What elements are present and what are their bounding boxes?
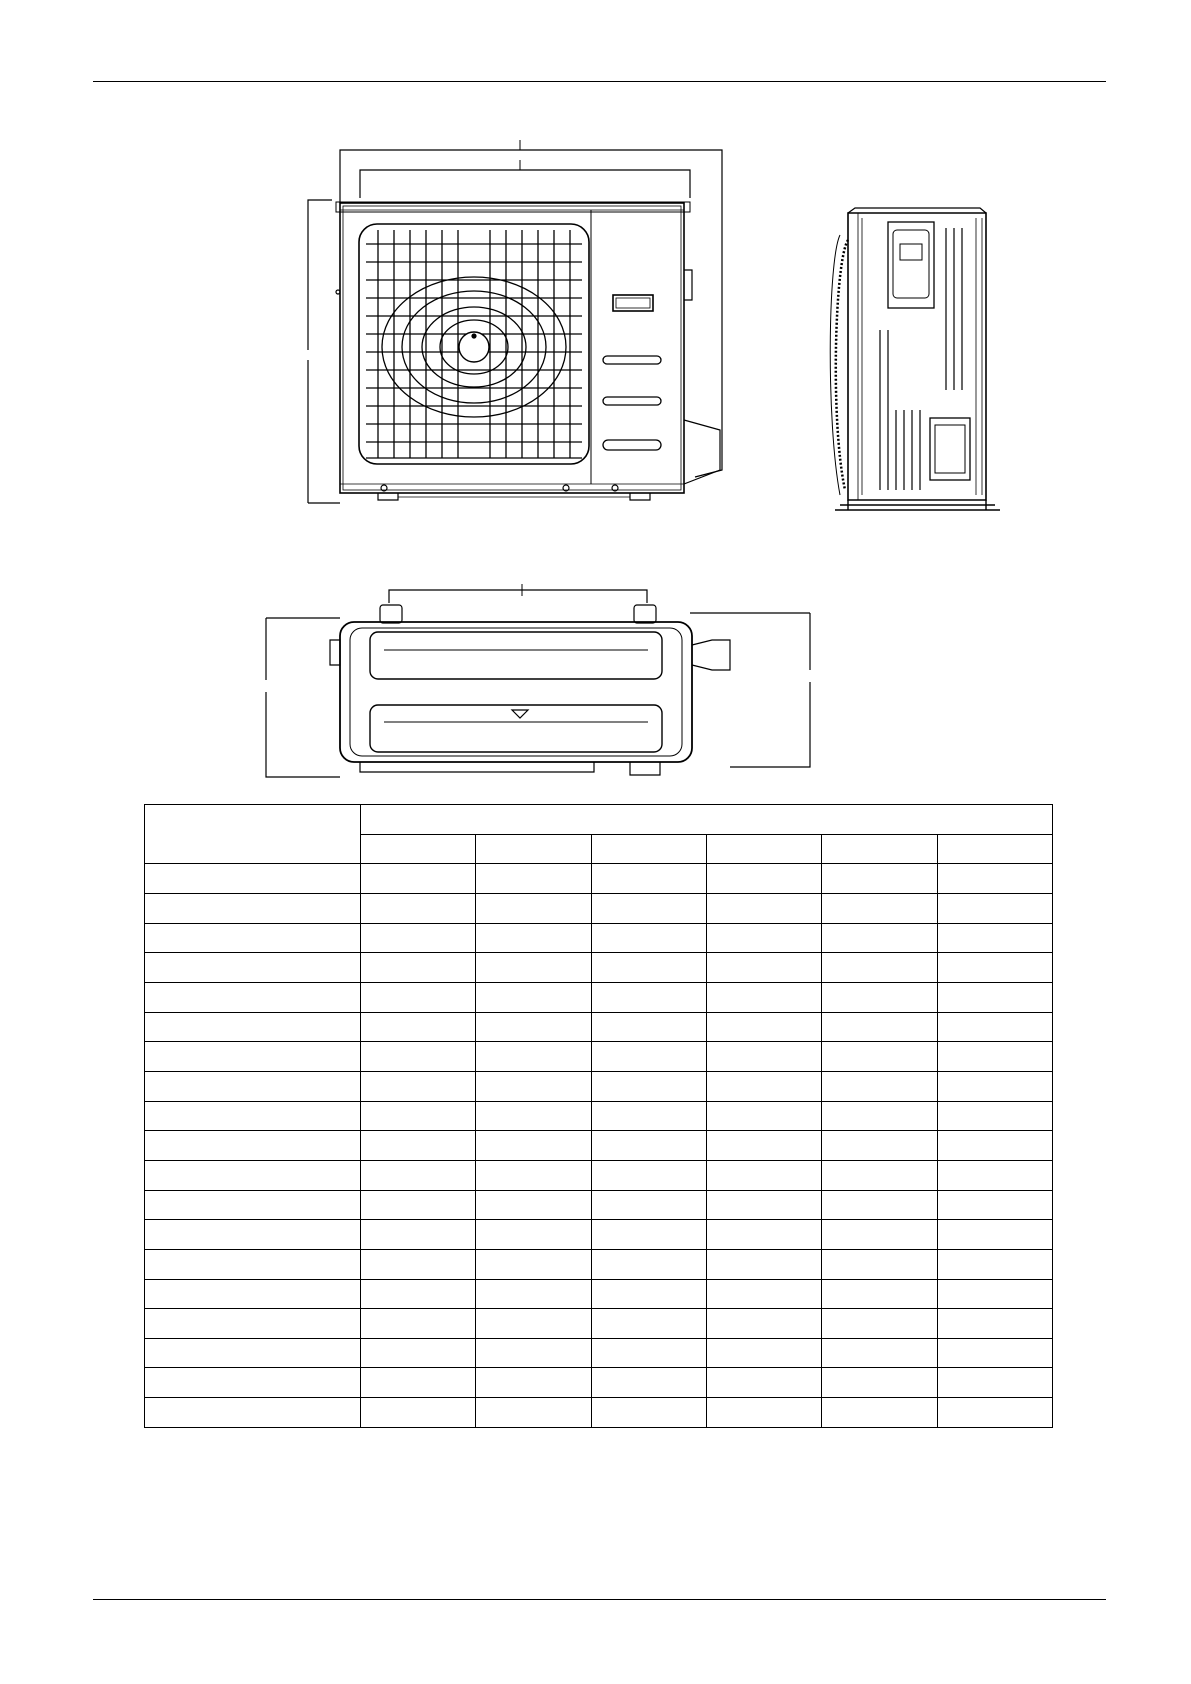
dimension-drawing [0,0,1191,800]
table-cell [591,1160,706,1190]
table-cell [822,893,937,923]
table-row [145,1042,1053,1072]
table-cell [706,1338,821,1368]
table-cell [706,1012,821,1042]
table-cell [822,1220,937,1250]
table-cell [822,1131,937,1161]
table-cell [145,864,361,894]
table-cell [591,1220,706,1250]
table-cell [145,923,361,953]
table-cell [706,1160,821,1190]
table-cell [822,1190,937,1220]
table-cell [937,1249,1052,1279]
table-cell [822,1101,937,1131]
table-cell [145,1220,361,1250]
table-cell [145,1279,361,1309]
table-cell [937,1071,1052,1101]
table-cell [937,1012,1052,1042]
specification-table [144,804,1053,1428]
table-cell [145,1309,361,1339]
table-cell [145,1071,361,1101]
table-cell [145,1398,361,1428]
table-cell [361,1190,476,1220]
table-cell [361,893,476,923]
table-cell [591,1190,706,1220]
table-cell [706,1368,821,1398]
table-cell [361,923,476,953]
side-view [830,208,1000,510]
table-row [145,864,1053,894]
table-cell [476,893,591,923]
table-cell [476,923,591,953]
table-cell [591,1309,706,1339]
table-cell [591,1071,706,1101]
table-cell [361,1249,476,1279]
table-cell [706,1220,821,1250]
table-cell [706,982,821,1012]
table-cell [361,864,476,894]
table-cell [937,1279,1052,1309]
table-row [145,1071,1053,1101]
table-cell [706,1279,821,1309]
table-cell [476,1190,591,1220]
table-cell [822,1279,937,1309]
table-cell [706,923,821,953]
table-row [145,923,1053,953]
table-cell [476,1042,591,1072]
table-cell [822,864,937,894]
table-cell [476,953,591,983]
table-cell [822,834,937,864]
table-row [145,1160,1053,1190]
table-row [145,1220,1053,1250]
table-cell [591,864,706,894]
table-header-label [145,805,361,864]
table-cell [591,923,706,953]
table-cell [706,1398,821,1428]
table-cell [937,893,1052,923]
table-cell [145,1131,361,1161]
table-cell [706,1042,821,1072]
table-cell [145,1101,361,1131]
table-cell [822,1249,937,1279]
table-cell [361,1160,476,1190]
table-cell [937,1190,1052,1220]
table-row [145,1398,1053,1428]
table-cell [822,1309,937,1339]
table-cell [145,1042,361,1072]
table-cell [591,834,706,864]
table-cell [591,1042,706,1072]
table-cell [476,1398,591,1428]
table-cell [591,1368,706,1398]
table-cell [591,1338,706,1368]
table-cell [706,893,821,923]
table-cell [706,1131,821,1161]
table-cell [706,953,821,983]
table-cell [591,1398,706,1428]
table-cell [476,864,591,894]
table-cell [361,1101,476,1131]
table-cell [476,1338,591,1368]
table-cell [361,1398,476,1428]
table-cell [361,1220,476,1250]
table-row [145,953,1053,983]
table-row [145,1338,1053,1368]
table-cell [145,1160,361,1190]
table-cell [476,834,591,864]
table-cell [591,1131,706,1161]
table-cell [361,1042,476,1072]
table-cell [822,1071,937,1101]
table-cell [937,1101,1052,1131]
table-cell [361,1131,476,1161]
table-cell [476,1160,591,1190]
table-cell [476,1220,591,1250]
table-row [145,1249,1053,1279]
table-cell [937,1160,1052,1190]
table-cell [591,953,706,983]
table-cell [706,864,821,894]
table-row [145,893,1053,923]
table-cell [937,923,1052,953]
table-header-group [361,805,1053,835]
table-cell [145,1190,361,1220]
table-cell [937,864,1052,894]
table-cell [591,1012,706,1042]
table-cell [591,893,706,923]
table-cell [706,1101,821,1131]
top-view [266,584,810,777]
table-cell [937,982,1052,1012]
table-cell [591,1249,706,1279]
table-row [145,1190,1053,1220]
table-cell [145,893,361,923]
table-cell [361,1338,476,1368]
table-cell [706,1309,821,1339]
table-cell [706,1249,821,1279]
table-cell [361,1071,476,1101]
table-cell [361,1309,476,1339]
front-view [308,140,722,503]
table-cell [361,982,476,1012]
table-cell [706,1071,821,1101]
table-cell [822,1398,937,1428]
table-cell [822,982,937,1012]
table-cell [937,953,1052,983]
table-cell [145,982,361,1012]
table-row [145,1309,1053,1339]
table-cell [591,982,706,1012]
table-cell [937,1131,1052,1161]
table-row [145,1101,1053,1131]
table-cell [361,1279,476,1309]
table-cell [145,1338,361,1368]
table-cell [937,1398,1052,1428]
table-cell [361,953,476,983]
table-cell [937,1220,1052,1250]
footer-rule [93,1599,1106,1600]
table-row [145,1368,1053,1398]
table-cell [822,1338,937,1368]
table-cell [361,834,476,864]
table-cell [937,1309,1052,1339]
table-cell [145,1012,361,1042]
table-row [145,1131,1053,1161]
table-cell [591,1279,706,1309]
table-cell [476,1012,591,1042]
table-cell [822,923,937,953]
table-cell [145,1368,361,1398]
table-cell [145,953,361,983]
table-cell [361,1368,476,1398]
table-cell [822,1042,937,1072]
table-cell [476,1249,591,1279]
table-cell [822,1160,937,1190]
table-header-row [145,805,1053,835]
table-cell [361,1012,476,1042]
table-cell [822,1368,937,1398]
table-cell [591,1101,706,1131]
table-cell [937,1042,1052,1072]
table-cell [145,1249,361,1279]
table-cell [822,953,937,983]
table-cell [476,1279,591,1309]
table-cell [937,834,1052,864]
table-cell [822,1012,937,1042]
table-cell [706,834,821,864]
table-cell [476,1071,591,1101]
table-row [145,1012,1053,1042]
table-row [145,982,1053,1012]
table-cell [476,1131,591,1161]
table-cell [937,1338,1052,1368]
table-row [145,1279,1053,1309]
table-cell [476,982,591,1012]
table-cell [706,1190,821,1220]
table-cell [476,1368,591,1398]
table-cell [476,1101,591,1131]
table-cell [476,1309,591,1339]
table-cell [937,1368,1052,1398]
